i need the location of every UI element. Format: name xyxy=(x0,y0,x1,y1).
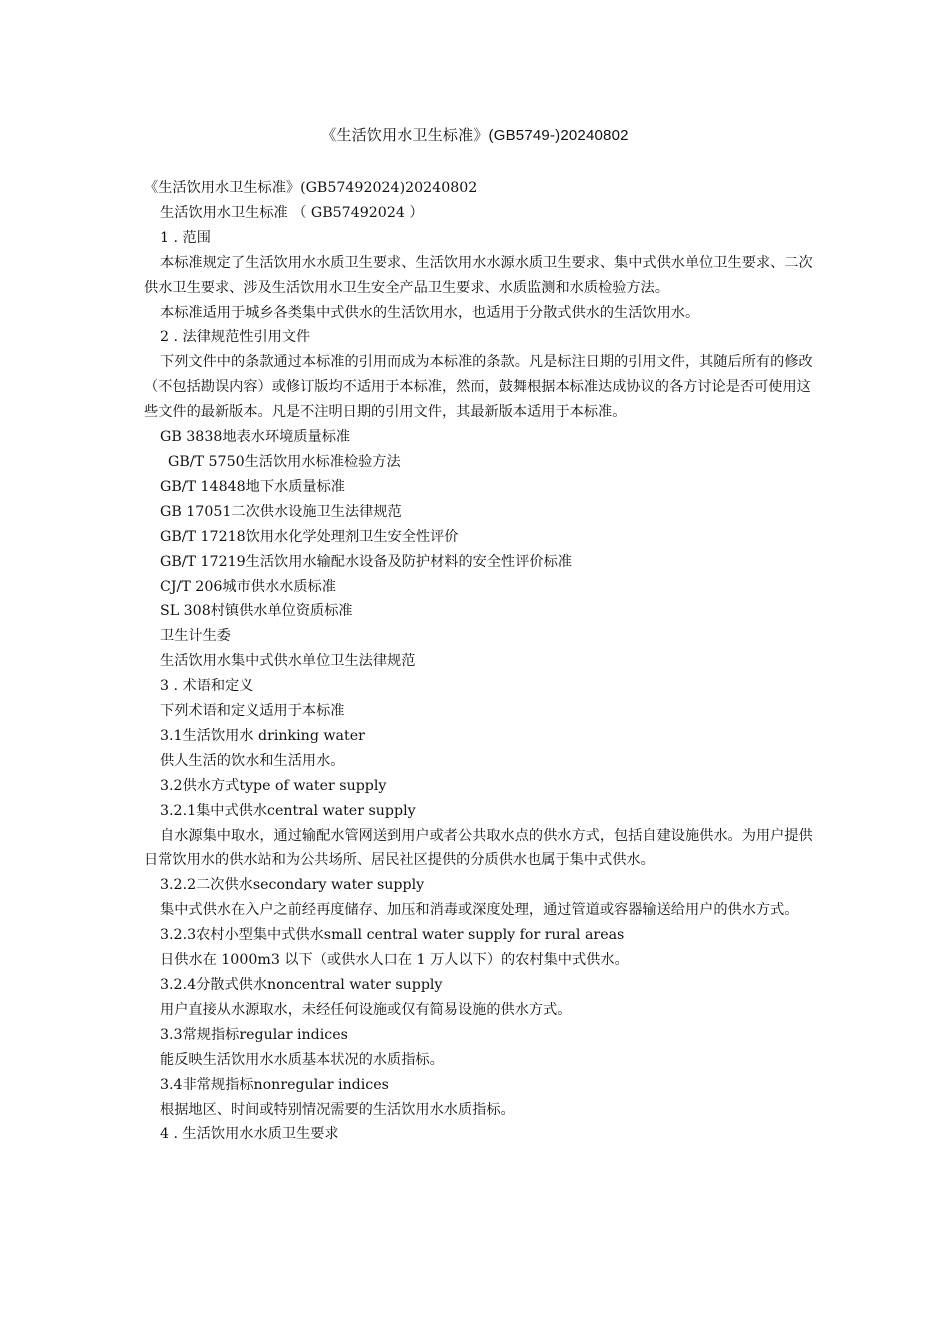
paragraph: 下列文件中的条款通过本标准的引用而成为本标准的条款。凡是标注日期的引用文件，其随后所有的修改（不包括勘误内容）或修订版均不适用于本标准，然而，鼓舞根据本标准达成协议的各方讨论是否可使用这些文件的最新版本。凡是不注明日期的引用文件，其最新版本适用于本标准。 xyxy=(144,354,813,421)
reference-item: CJ/T 206城市供水水质标准 xyxy=(160,578,336,595)
document-body xyxy=(144,176,816,1147)
term-heading: 3.2.2二次供水secondary water supply xyxy=(160,877,425,894)
section-heading: 3 . 术语和定义 xyxy=(160,678,254,695)
text-line: 《生活饮用水卫生标准》(GB57492024)20240802 xyxy=(144,180,478,196)
section-heading: 4 . 生活饮用水水质卫生要求 xyxy=(160,1126,339,1143)
reference-item: GB/T 17218饮用水化学处理剂卫生安全性评价 xyxy=(160,528,459,545)
reference-item: GB/T 14848地下水质量标准 xyxy=(160,478,345,495)
term-heading: 3.2.3农村小型集中式供水small central water supply for rural areas xyxy=(160,927,625,944)
paragraph: 本标准适用于城乡各类集中式供水的生活饮用水，也适用于分散式供水的生活饮用水。 xyxy=(160,304,700,321)
term-definition: 自水源集中取水，通过输配水管网送到用户或者公共取水点的供水方式，包括自建设施供水。为用户提供日常饮用水的供水站和为公共场所、居民社区提供的分质供水也属于集中式供水。 xyxy=(144,827,813,869)
paragraph: 本标准规定了生活饮用水水质卫生要求、生活饮用水水源水质卫生要求、集中式供水单位卫生要求、二次供水卫生要求、涉及生活饮用水卫生安全产品卫生要求、水质监测和水质检验方法。 xyxy=(144,254,813,296)
term-heading: 3.1生活饮用水 drinking water xyxy=(160,727,365,744)
term-heading: 3.2.1集中式供水central water supply xyxy=(160,802,416,819)
term-definition: 日供水在 1000m3 以下（或供水人口在 1 万人以下）的农村集中式供水。 xyxy=(160,952,629,969)
term-heading: 3.3常规指标regular indices xyxy=(160,1026,348,1043)
reference-item: 卫生计生委 xyxy=(160,628,231,645)
term-heading: 3.4非常规指标nonregular indices xyxy=(160,1076,389,1093)
term-definition: 用户直接从水源取水，未经任何设施或仅有简易设施的供水方式。 xyxy=(160,1001,572,1018)
term-heading: 3.2.4分散式供水noncentral water supply xyxy=(160,977,443,993)
reference-item: GB 3838地表水环境质量标准 xyxy=(160,429,351,446)
term-definition: 根据地区、时间或特别情况需要的生活饮用水水质指标。 xyxy=(160,1101,515,1118)
document-title: 《生活饮用水卫生标准》(GB5749-)20240802 xyxy=(321,127,629,144)
section-heading: 1 . 范围 xyxy=(160,229,211,246)
term-heading: 3.2供水方式type of water supply xyxy=(160,777,387,794)
reference-item: 生活饮用水集中式供水单位卫生法律规范 xyxy=(160,653,416,670)
section-heading: 2 . 法律规范性引用文件 xyxy=(160,329,311,346)
term-definition: 集中式供水在入户之前经再度储存、加压和消毒或深度处理，通过管道或容器输送给用户的供水方式。 xyxy=(160,902,799,919)
paragraph: 下列术语和定义适用于本标准 xyxy=(160,703,345,720)
term-definition: 供人生活的饮水和生活用水。 xyxy=(160,752,345,769)
reference-item: SL 308村镇供水单位资质标准 xyxy=(160,603,353,620)
reference-item: GB/T 17219生活饮用水输配水设备及防护材料的安全性评价标准 xyxy=(160,553,572,570)
text-line: 生活饮用水卫生标准 （ GB57492024 ） xyxy=(160,204,424,221)
term-definition: 能反映生活饮用水水质基本状况的水质指标。 xyxy=(160,1051,444,1068)
reference-item: GB/T 5750生活饮用水标准检验方法 xyxy=(168,453,401,470)
reference-item: GB 17051二次供水设施卫生法律规范 xyxy=(160,503,402,520)
